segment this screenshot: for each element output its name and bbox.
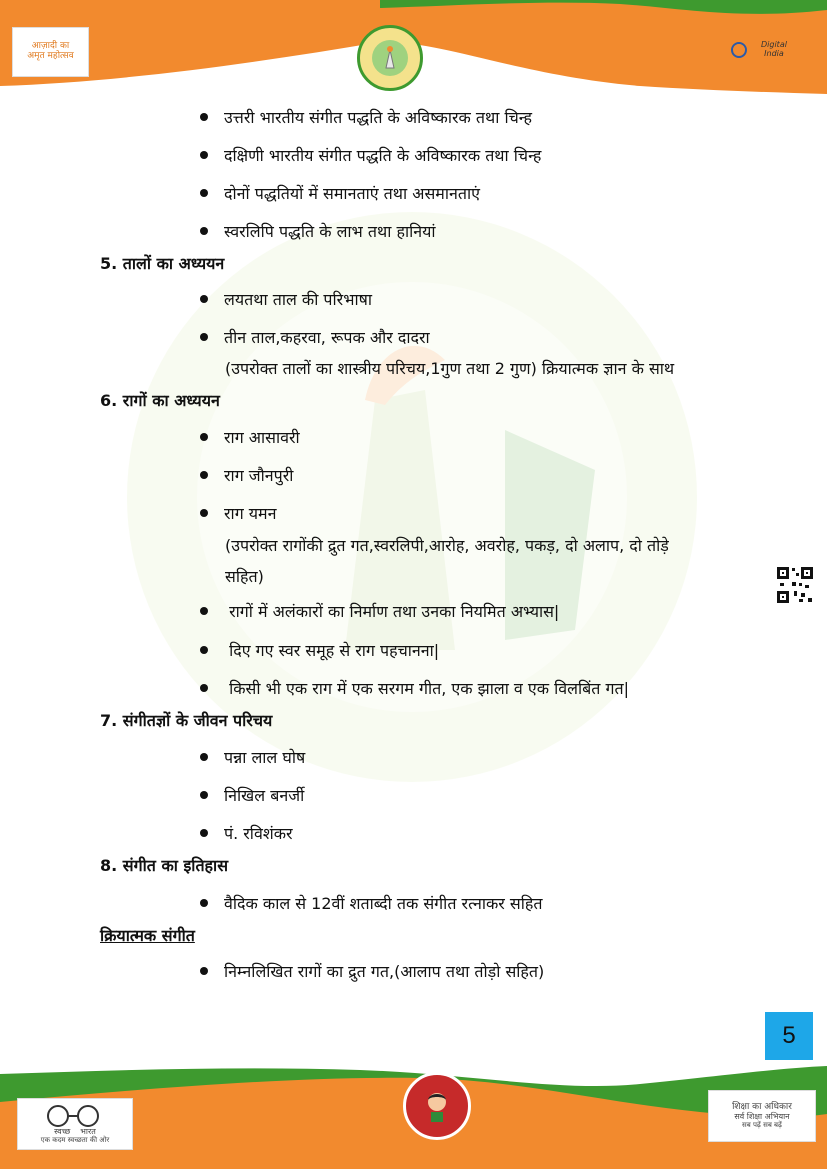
rte-text-line1: शिक्षा का अधिकार xyxy=(732,1101,792,1112)
list-item xyxy=(200,602,559,622)
bullet-icon xyxy=(200,471,208,479)
list-item-text: रागों में अलंकारों का निर्माण तथा उनका नियमित अभ्यास| xyxy=(224,602,560,621)
shiksha-ka-adhikar-logo xyxy=(708,1090,816,1142)
list-item-text: पं. रविशंकर xyxy=(224,824,293,843)
digital-india-icon xyxy=(730,41,748,59)
azadi-ka-amrit-mahotsav-logo xyxy=(12,27,89,77)
section-heading-6: 6. रागों का अध्ययन xyxy=(100,391,220,410)
glasses-icon xyxy=(40,1104,110,1128)
bullet-icon xyxy=(200,829,208,837)
logo-text-line1: आज़ादी का xyxy=(31,41,70,52)
digital-india-text: Digital India xyxy=(761,40,787,58)
list-item xyxy=(200,641,439,661)
swachh-tagline: एक कदम स्वच्छता की ओर xyxy=(40,1135,110,1144)
bullet-icon xyxy=(200,753,208,761)
qr-code xyxy=(775,565,815,605)
girl-icon xyxy=(419,1088,455,1124)
bullet-icon xyxy=(200,113,208,121)
bullet-icon xyxy=(200,646,208,654)
list-item-text: राग जौनपुरी xyxy=(224,466,294,485)
logo-text-line2: अमृत महोत्सव xyxy=(27,51,74,61)
bullet-icon xyxy=(200,684,208,692)
list-item-text: दक्षिणी भारतीय संगीत पद्धति के अविष्कारक तथा चिन्ह xyxy=(224,146,542,165)
list-item-text: दिए गए स्वर समूह से राग पहचानना| xyxy=(224,641,440,660)
digital-india-logo xyxy=(730,37,798,63)
section-heading-5: 5. तालों का अध्ययन xyxy=(100,254,225,273)
bullet-icon xyxy=(200,333,208,341)
section5-note: (उपरोक्त तालों का शास्त्रीय परिचय,1गुण तथा 2 गुण) क्रियात्मक ज्ञान के साथ xyxy=(225,359,675,378)
list-item xyxy=(200,184,480,204)
list-item-text: उत्तरी भारतीय संगीत पद्धति के अविष्कारक तथा चिन्ह xyxy=(224,108,533,127)
section-heading-8: 8. संगीत का इतिहास xyxy=(100,856,229,875)
rte-text-line3: सब पढ़ें सब बढ़ें xyxy=(742,1120,782,1129)
list-item xyxy=(200,786,304,806)
list-item-text: लयतथा ताल की परिभाषा xyxy=(224,290,372,309)
list-item-text: स्वरलिपि पद्धति के लाभ तथा हानियां xyxy=(224,222,436,241)
list-item-text: किसी भी एक राग में एक सरगम गीत, एक झाला व एक विलबिंत गत| xyxy=(224,679,630,698)
list-item-text: पन्ना लाल घोष xyxy=(224,748,306,767)
bullet-icon xyxy=(200,967,208,975)
list-item xyxy=(200,428,300,448)
bullet-icon xyxy=(200,791,208,799)
list-item-text: निखिल बनर्जी xyxy=(224,786,305,805)
list-item-text: दोनों पद्धतियों में समानताएं तथा असमानताएं xyxy=(224,184,480,203)
beti-bachao-logo xyxy=(403,1072,471,1140)
list-item-text: वैदिक काल से 12वीं शताब्दी तक संगीत रत्नाकर सहित xyxy=(224,894,543,913)
list-item xyxy=(200,679,629,699)
list-item-text: निम्नलिखित रागों का द्रुत गत,(आलाप तथा तोड़ो सहित) xyxy=(224,962,545,981)
list-item xyxy=(200,328,430,348)
list-item xyxy=(200,290,372,310)
page-header xyxy=(0,0,827,100)
section6-note-line1: (उपरोक्त रागोंकी द्रुत गत,स्वरलिपी,आरोह, अवरोह, पकड़, दो अलाप, दो तोड़े xyxy=(225,536,669,555)
bullet-icon xyxy=(200,151,208,159)
page-footer xyxy=(0,1062,827,1169)
list-item xyxy=(200,504,277,524)
list-item xyxy=(200,222,436,242)
bullet-icon xyxy=(200,509,208,517)
list-item xyxy=(200,894,543,914)
bullet-icon xyxy=(200,607,208,615)
section-heading-7: 7. संगीतज्ञों के जीवन परिचय xyxy=(100,711,273,730)
page-number: 5 xyxy=(765,1012,813,1060)
list-item-text: तीन ताल,कहरवा, रूपक और दादरा xyxy=(224,328,430,347)
list-item-text: राग आसावरी xyxy=(224,428,300,447)
bullet-icon xyxy=(200,227,208,235)
list-item xyxy=(200,108,532,128)
bullet-icon xyxy=(200,295,208,303)
swachh-text: स्वच्छ xyxy=(54,1126,71,1136)
torch-icon xyxy=(370,38,410,78)
list-item-text: राग यमन xyxy=(224,504,277,523)
list-item xyxy=(200,466,293,486)
board-seal-logo xyxy=(357,25,423,91)
rte-text-line2: सर्व शिक्षा अभियान xyxy=(734,1111,790,1121)
practical-heading: क्रियात्मक संगीत xyxy=(100,926,195,945)
list-item xyxy=(200,824,293,844)
swachh-bharat-logo xyxy=(17,1098,133,1150)
bullet-icon xyxy=(200,433,208,441)
section6-note-line2: सहित) xyxy=(225,567,264,586)
bharat-text: भारत xyxy=(80,1126,96,1136)
list-item xyxy=(200,146,541,166)
bullet-icon xyxy=(200,899,208,907)
bullet-icon xyxy=(200,189,208,197)
list-item xyxy=(200,748,305,768)
list-item xyxy=(200,962,544,982)
